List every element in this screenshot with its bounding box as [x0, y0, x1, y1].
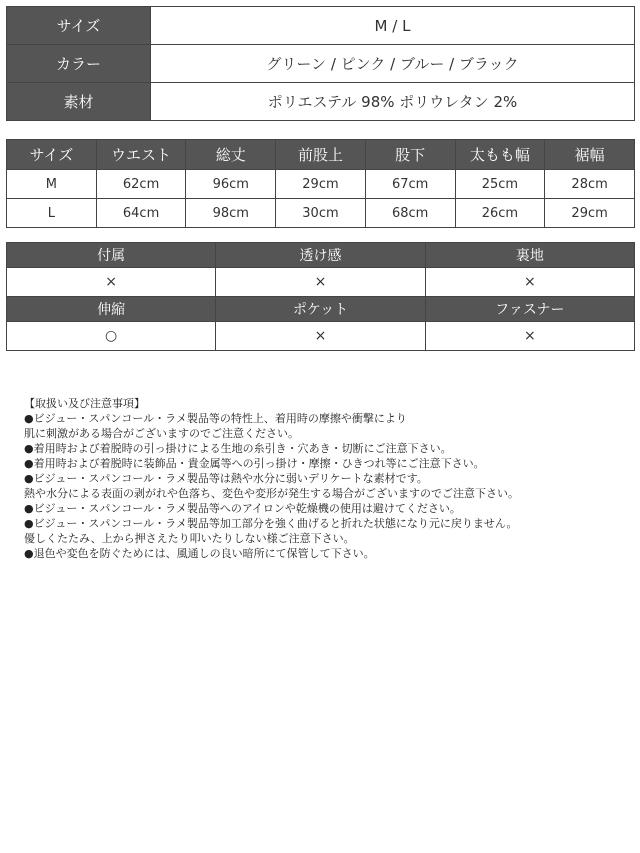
size-col-header: 総丈 [186, 140, 276, 170]
spec-row-size [7, 7, 635, 45]
size-col-header: 裾幅 [545, 140, 635, 170]
feature-value: × [425, 268, 634, 297]
table-row [7, 199, 635, 228]
spec-label: カラー [7, 45, 151, 83]
note-line: 熱や水分による表面の剥がれや色落ち、変色や変形が発生する場合がございますのでご注意下さい。 [24, 487, 519, 500]
table-row [7, 170, 635, 199]
feature-header-row [7, 243, 635, 268]
table-cell: L [7, 199, 97, 228]
table-cell: M [7, 170, 97, 199]
table-cell: 98cm [186, 199, 276, 228]
table-cell: 28cm [545, 170, 635, 199]
feature-value: × [216, 268, 425, 297]
feature-header: ポケット [216, 297, 425, 322]
table-cell: 68cm [365, 199, 455, 228]
note-line: ●ビジュー・スパンコール・ラメ製品等へのアイロンや乾燥機の使用は避けてください。 [24, 502, 461, 515]
feature-value: × [216, 322, 425, 351]
feature-value: × [7, 268, 216, 297]
feature-header: 透け感 [216, 243, 425, 268]
table-cell: 96cm [186, 170, 276, 199]
table-cell: 29cm [276, 170, 366, 199]
note-line: ●ビジュー・スパンコール・ラメ製品等は熱や水分に弱いデリケートな素材です。 [24, 472, 428, 485]
size-col-header: 太もも幅 [455, 140, 545, 170]
spec-value: M / L [151, 7, 635, 45]
table-cell: 25cm [455, 170, 545, 199]
feature-value: ○ [7, 322, 216, 351]
note-line: ●退色や変色を防ぐためには、風通しの良い暗所にて保管して下さい。 [24, 547, 375, 560]
spec-row-material [7, 83, 635, 121]
spec-row-color [7, 45, 635, 83]
table-cell: 62cm [96, 170, 186, 199]
size-table [6, 139, 635, 228]
feature-value-row [7, 322, 635, 351]
table-cell: 64cm [96, 199, 186, 228]
spec-label: 素材 [7, 83, 151, 121]
size-col-header: 前股上 [276, 140, 366, 170]
feature-header: ファスナー [425, 297, 634, 322]
size-header-row [7, 140, 635, 170]
table-cell: 26cm [455, 199, 545, 228]
spec-value: グリーン / ピンク / ブルー / ブラック [151, 45, 635, 83]
table-cell: 30cm [276, 199, 366, 228]
feature-value-row [7, 268, 635, 297]
size-col-header: ウエスト [96, 140, 186, 170]
spec-label: サイズ [7, 7, 151, 45]
note-line: ●ビジュー・スパンコール・ラメ製品等加工部分を強く曲げると折れた状態になり元に戻りません。 [24, 517, 518, 530]
note-line: ●着用時および着脱時に装飾品・貴金属等への引っ掛け・摩擦・ひきつれ等にご注意下さい。 [24, 457, 485, 470]
table-cell: 67cm [365, 170, 455, 199]
note-line: 優しくたたみ、上から押さえたり叩いたりしない様ご注意下さい。 [24, 532, 355, 545]
note-line: ●着用時および着脱時の引っ掛けによる生地の糸引き・穴あき・切断にご注意下さい。 [24, 442, 452, 455]
size-col-header: 股下 [365, 140, 455, 170]
size-col-header: サイズ [7, 140, 97, 170]
spec-value: ポリエステル 98% ポリウレタン 2% [151, 83, 635, 121]
notes-title: 【取扱い及び注意事項】 [24, 397, 145, 410]
feature-header: 裏地 [425, 243, 634, 268]
feature-value: × [425, 322, 634, 351]
spec-table [6, 6, 635, 121]
feature-table [6, 242, 635, 351]
note-line: ●ビジュー・スパンコール・ラメ製品等の特性上、着用時の摩擦や衝撃により [24, 412, 407, 425]
table-cell: 29cm [545, 199, 635, 228]
care-notes [24, 396, 634, 561]
note-line: 肌に刺激がある場合がございますのでご注意ください。 [24, 427, 299, 440]
feature-header-row [7, 297, 635, 322]
feature-header: 付属 [7, 243, 216, 268]
feature-header: 伸縮 [7, 297, 216, 322]
